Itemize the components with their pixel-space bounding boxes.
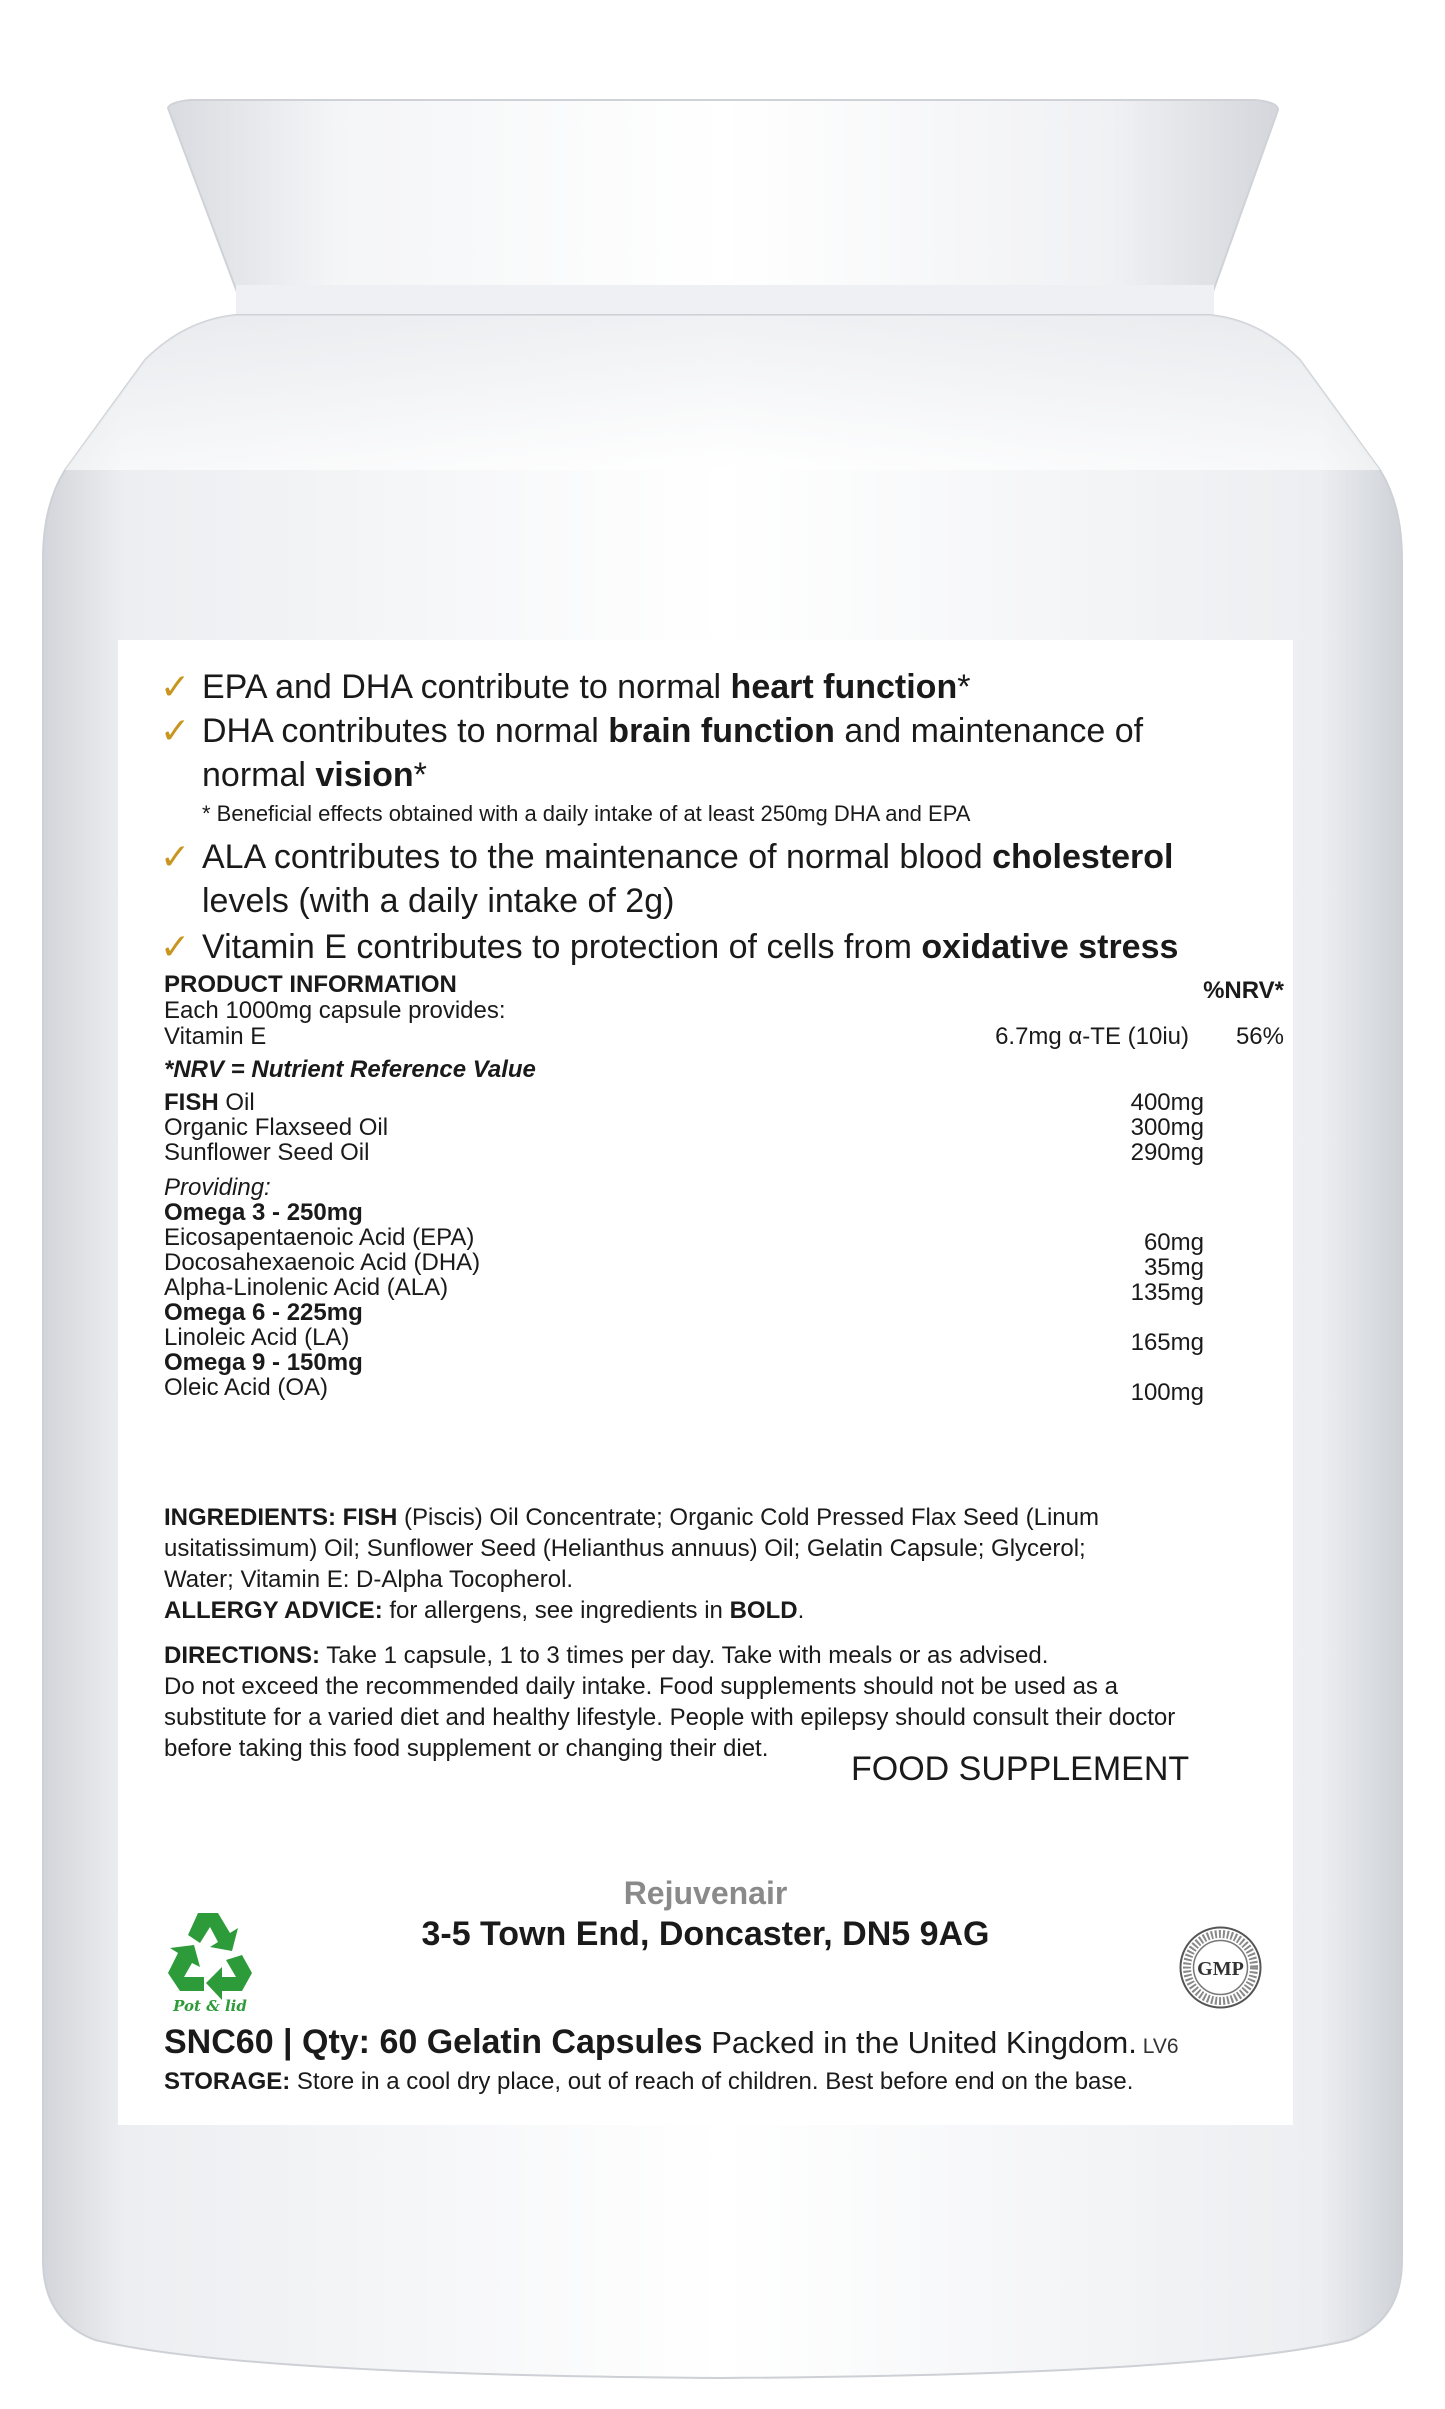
nrv-note: *NRV = Nutrient Reference Value <box>164 1056 536 1083</box>
allergy-label: ALLERGY ADVICE: <box>164 1597 383 1624</box>
epa-row: Eicosapentaenoic Acid (EPA) 60mg <box>164 1224 1204 1256</box>
claim-heart: ✓ EPA and DHA contribute to normal heart function* <box>160 666 971 707</box>
ingredients: INGREDIENTS: FISH (Piscis) Oil Concentrate; Organic Cold Pressed Flax Seed (Linum usitatissimum) Oil; Sunflower Seed (Helianthus annuus) Oil; Gelatin Capsule; Glycerol; Water; Vitamin E: D-Alpha Tocopherol. ALLERGY ADVICE: for allergens, see ingredients in BOLD. <box>164 1504 1099 1624</box>
vitamin-e-row: Vitamin E 6.7mg α-TE (10iu) 56% <box>164 1023 1284 1050</box>
packed-in: Packed in the United Kingdom. <box>702 2025 1137 2060</box>
dha-row: Docosahexaenoic Acid (DHA) 35mg <box>164 1249 1204 1281</box>
recycle-caption: Pot & lid <box>173 1997 247 2015</box>
recycle-icon <box>160 1905 260 2015</box>
food-supplement-label: FOOD SUPPLEMENT <box>851 1750 1190 1788</box>
gmp-badge-icon <box>1178 1925 1263 2010</box>
claims-footnote: * Beneficial effects obtained with a daily intake of at least 250mg DHA and EPA <box>202 801 971 826</box>
omega9-heading: Omega 9 - 150mg <box>164 1349 363 1376</box>
product-code-line <box>164 2023 1179 2062</box>
directions: DIRECTIONS: Take 1 capsule, 1 to 3 times per day. Take with meals or as advised. Do not exceed the recommended daily intake. Food supplements should not be used as a substitute for a varied diet and healthy lifestyle. People with epilepsy should consult their doctor before taking this food supplement or changing their diet. <box>164 1642 1176 1762</box>
checkmark-icon: ✓ <box>160 710 191 751</box>
each-capsule: Each 1000mg capsule provides: <box>164 997 506 1024</box>
checkmark-icon: ✓ <box>160 666 191 707</box>
brand-address: 3-5 Town End, Doncaster, DN5 9AG <box>421 1915 990 1953</box>
omega6-heading: Omega 6 - 225mg <box>164 1299 363 1326</box>
oil-row: Sunflower Seed Oil 290mg <box>164 1139 1204 1166</box>
providing-label: Providing: <box>164 1174 271 1201</box>
la-row: Linoleic Acid (LA) 165mg <box>164 1324 1204 1356</box>
product-info-heading: PRODUCT INFORMATION <box>164 971 457 998</box>
oa-row: Oleic Acid (OA) 100mg <box>164 1374 1204 1406</box>
ala-row: Alpha-Linolenic Acid (ALA) 135mg <box>164 1274 1204 1306</box>
nrv-header: %NRV* <box>1203 977 1284 1004</box>
checkmark-icon: ✓ <box>160 926 191 967</box>
storage-line: STORAGE: Store in a cool dry place, out of reach of children. Best before end on the base. <box>164 2068 1134 2095</box>
checkmark-icon: ✓ <box>160 836 191 877</box>
gmp-text: GMP <box>1197 1958 1244 1980</box>
claim-brain: ✓ DHA contributes to normal brain function and maintenance of normal vision* <box>160 710 1144 794</box>
claim-cholesterol: ✓ ALA contributes to the maintenance of normal blood cholesterol levels (with a daily intake of 2g) <box>160 836 1174 920</box>
product-label <box>118 640 1293 2125</box>
claim-oxidative: ✓ Vitamin E contributes to protection of cells from oxidative stress <box>160 926 1179 967</box>
oil-row: FISH Oil 400mg <box>164 1089 1204 1116</box>
lot-version: LV6 <box>1136 2035 1179 2058</box>
lid-rim <box>236 285 1214 315</box>
oil-row: Organic Flaxseed Oil 300mg <box>164 1114 1204 1141</box>
product-code: SNC60 | Qty: 60 Gelatin Capsules <box>164 2023 703 2061</box>
brand-name: Rejuvenair <box>623 1875 788 1911</box>
omega3-heading: Omega 3 - 250mg <box>164 1199 363 1226</box>
health-claims <box>160 665 1290 969</box>
